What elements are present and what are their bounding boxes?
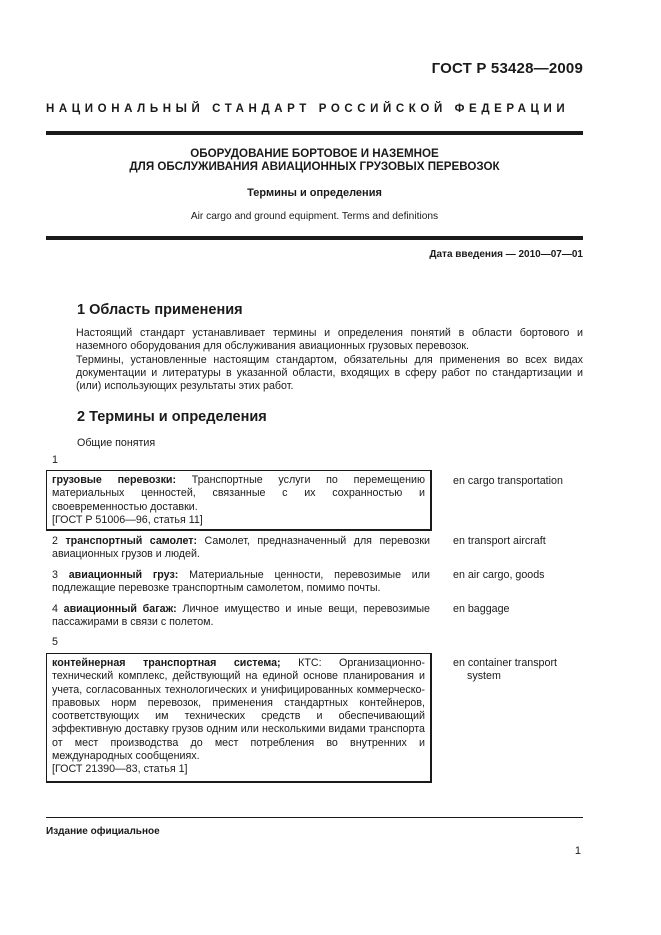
term-5-english-line-2: system xyxy=(467,670,501,683)
term-1-box xyxy=(46,470,432,531)
document-code: ГОСТ Р 53428—2009 xyxy=(431,60,583,77)
term-4-number: 4 xyxy=(52,603,58,615)
english-title: Air cargo and ground equipment. Terms and definitions xyxy=(190,211,439,222)
term-4 xyxy=(52,603,430,630)
term-2-definition: Самолет, предназначенный для перевозки авиационных грузов и людей. xyxy=(52,535,430,561)
top-rule xyxy=(46,131,583,135)
term-3-definition: Материальные ценности, перевозимые или подлежащие перевозке транспортным самолетом, помимо почты. xyxy=(52,569,430,595)
title-block xyxy=(46,147,583,173)
section-1-paragraph-1: Настоящий стандарт устанавливает термины и определения понятий в области бортового и наземного оборудования для обслуживания авиационных грузовых перевозок. xyxy=(76,327,583,353)
term-5-box xyxy=(46,653,432,783)
term-5-english xyxy=(453,657,593,684)
term-4-definition: Личное имущество и иные вещи, перевозимые пассажирами в связи с полетом. xyxy=(52,603,430,629)
term-1-definition: Транспортные услуги по перемещению материальных ценностей, связанные с их сохранностью и своевременностью доставки. xyxy=(52,474,425,513)
footer-rule xyxy=(46,817,583,818)
term-3-number: 3 xyxy=(52,569,58,581)
official-edition-label: Издание официальное xyxy=(46,826,160,837)
term-3-english: en air cargo, goods xyxy=(453,569,545,581)
term-2 xyxy=(52,535,430,562)
term-3-name: авиационный груз: xyxy=(68,569,179,581)
term-5-reference: [ГОСТ 21390—83, статья 1] xyxy=(52,763,188,776)
date-of-introduction: Дата введения — 2010—07—01 xyxy=(429,249,583,260)
term-5-name: контейнерная транспортная система; xyxy=(52,657,281,669)
title-bottom-rule xyxy=(46,236,583,240)
section-1-heading: 1 Область применения xyxy=(77,302,243,318)
section-1-body xyxy=(46,327,583,393)
term-1-name: грузовые перевозки: xyxy=(52,474,177,486)
national-standard-caption: НАЦИОНАЛЬНЫЙ СТАНДАРТ РОССИЙСКОЙ ФЕДЕРАЦИИ xyxy=(46,103,570,115)
term-1-english: en cargo transportation xyxy=(453,475,563,487)
term-1-reference: [ГОСТ Р 51006—96, статья 11] xyxy=(52,513,203,526)
section-2-heading: 2 Термины и определения xyxy=(77,409,267,425)
term-4-name: авиационный багаж: xyxy=(63,603,177,615)
term-5-english-line-1: en container transport xyxy=(453,657,557,669)
term-2-name: транспортный самолет: xyxy=(65,535,198,547)
title-line-1: ОБОРУДОВАНИЕ БОРТОВОЕ И НАЗЕМНОЕ xyxy=(190,147,439,160)
term-2-number: 2 xyxy=(52,535,58,547)
term-5-number: 5 xyxy=(52,636,58,648)
general-concepts-label: Общие понятия xyxy=(77,437,156,449)
page-number: 1 xyxy=(574,845,581,857)
term-3 xyxy=(52,569,430,596)
title-line-2: ДЛЯ ОБСЛУЖИВАНИЯ АВИАЦИОННЫХ ГРУЗОВЫХ ПЕРЕВОЗОК xyxy=(129,160,500,173)
subtitle: Термины и определения xyxy=(247,187,382,199)
term-1-number: 1 xyxy=(52,454,58,466)
term-5-definition: КТС: Организационно-технический комплекс, действующий на единой основе планирования и учета, согласованных технологических и унифицированных коммерческо-правовых норм перевозок, применения стандартных контейнеров, соответствующих им технических средств и обеспечивающий эффективную доставку грузов одним или несколькими видами транспорта от мест производства до мест потребления во внутренних и международных сообщениях. xyxy=(52,657,425,763)
term-2-english: en transport aircraft xyxy=(453,535,546,547)
section-1-paragraph-2: Термины, установленные настоящим стандартом, обязательны для применения во всех видах документации и литературы в указанной области, входящих в сферу работ по стандартизации и (или) использующих результаты этих работ. xyxy=(76,353,583,393)
term-4-english: en baggage xyxy=(453,603,510,615)
